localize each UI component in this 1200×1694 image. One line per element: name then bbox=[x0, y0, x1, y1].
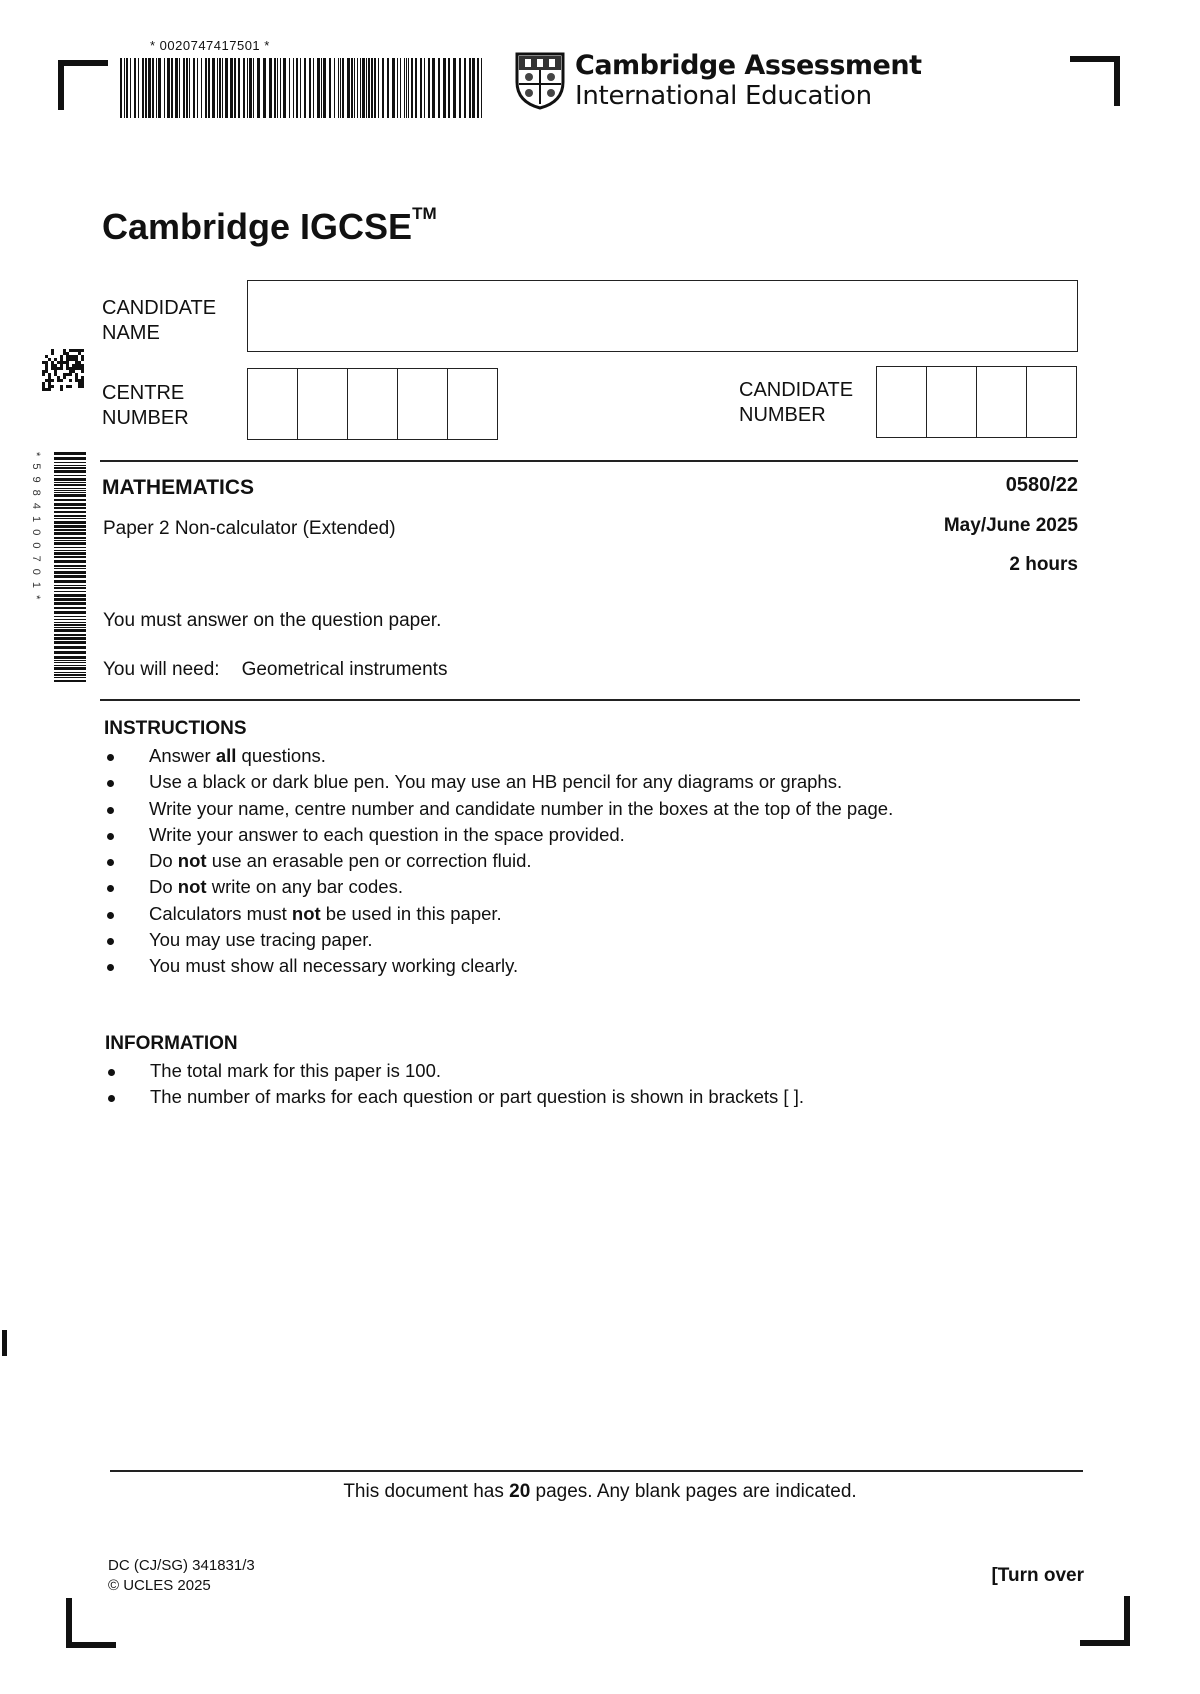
registration-mark-bottom-right bbox=[1080, 1596, 1130, 1646]
instruction-item: Answer all questions. bbox=[104, 743, 1104, 769]
registration-mark-top-right bbox=[1070, 56, 1120, 106]
divider bbox=[100, 460, 1078, 462]
instruction-item: You must show all necessary working clearly. bbox=[104, 953, 1104, 979]
paper-code: 0580/22 bbox=[1005, 474, 1078, 496]
ref-code: DC (CJ/SG) 341831/3 bbox=[108, 1557, 255, 1574]
centre-digit-box[interactable] bbox=[447, 369, 497, 439]
qr-code-image bbox=[42, 349, 84, 391]
information-list bbox=[105, 1058, 1105, 1111]
barcode-number: * 0020747417501 * bbox=[150, 38, 270, 53]
registration-mark-top-left bbox=[58, 60, 108, 110]
instruction-item: Use a black or dark blue pen. You may use an HB pencil for any diagrams or graphs. bbox=[104, 769, 1104, 795]
centre-number-label: CENTRE NUMBER bbox=[102, 382, 189, 429]
instruction-item: Do not write on any bar codes. bbox=[104, 874, 1104, 900]
logo-line-2: International Education bbox=[575, 81, 872, 111]
exam-session: May/June 2025 bbox=[943, 515, 1078, 536]
instruction-item: Write your answer to each question in the space provided. bbox=[104, 822, 1104, 848]
instruction-item: Write your name, centre number and candidate number in the boxes at the top of the page. bbox=[104, 796, 1104, 822]
shield-icon bbox=[515, 52, 565, 110]
centre-digit-box[interactable] bbox=[297, 369, 347, 439]
centre-number-field[interactable] bbox=[247, 368, 498, 440]
turn-over: [Turn over bbox=[991, 1565, 1084, 1586]
page-count-note: This document has 20 pages. Any blank pages are indicated. bbox=[343, 1481, 857, 1502]
candidate-name-field[interactable] bbox=[247, 280, 1078, 352]
document-reference bbox=[108, 1556, 255, 1596]
centre-digit-box[interactable] bbox=[347, 369, 397, 439]
logo-line-1: Cambridge Assessment bbox=[575, 50, 922, 81]
instruction-item: Calculators must not be used in this paper. bbox=[104, 901, 1104, 927]
paper-title: Paper 2 Non-calculator (Extended) bbox=[103, 518, 396, 539]
instructions-heading: INSTRUCTIONS bbox=[104, 718, 247, 739]
candidate-number-label: CANDIDATE NUMBER bbox=[739, 379, 854, 426]
registration-mark-bottom-left bbox=[66, 1598, 116, 1648]
product-title: Cambridge IGCSE™ bbox=[102, 204, 437, 247]
trademark: TM bbox=[412, 204, 437, 223]
subject-title: MATHEMATICS bbox=[102, 476, 255, 499]
exam-duration: 2 hours bbox=[1009, 554, 1078, 575]
side-barcode-number: * 5 9 8 4 1 0 0 7 0 1 * bbox=[30, 452, 42, 602]
centre-digit-box[interactable] bbox=[397, 369, 447, 439]
margin-tick bbox=[2, 1330, 7, 1356]
information-heading: INFORMATION bbox=[105, 1033, 238, 1054]
information-item: The total mark for this paper is 100. bbox=[105, 1058, 1105, 1084]
candidate-digit-box[interactable] bbox=[1026, 367, 1076, 437]
candidate-name-label: CANDIDATE NAME bbox=[102, 297, 217, 344]
candidate-number-field[interactable] bbox=[876, 366, 1077, 438]
instruction-item: You may use tracing paper. bbox=[104, 927, 1104, 953]
instruction-item: Do not use an erasable pen or correction fluid. bbox=[104, 848, 1104, 874]
equipment-needed: You will need: Geometrical instruments bbox=[103, 659, 448, 680]
answer-instruction: You must answer on the question paper. bbox=[103, 610, 442, 631]
divider bbox=[110, 1470, 1083, 1472]
copyright: © UCLES 2025 bbox=[108, 1577, 211, 1594]
side-barcode-image bbox=[40, 452, 86, 682]
information-item: The number of marks for each question or part question is shown in brackets [ ]. bbox=[105, 1084, 1105, 1110]
instructions-list bbox=[104, 743, 1104, 980]
candidate-digit-box[interactable] bbox=[926, 367, 976, 437]
centre-digit-box[interactable] bbox=[248, 369, 297, 439]
candidate-digit-box[interactable] bbox=[976, 367, 1026, 437]
candidate-digit-box[interactable] bbox=[877, 367, 926, 437]
barcode-image bbox=[120, 58, 482, 118]
cambridge-logo bbox=[515, 50, 922, 112]
divider bbox=[100, 699, 1080, 701]
